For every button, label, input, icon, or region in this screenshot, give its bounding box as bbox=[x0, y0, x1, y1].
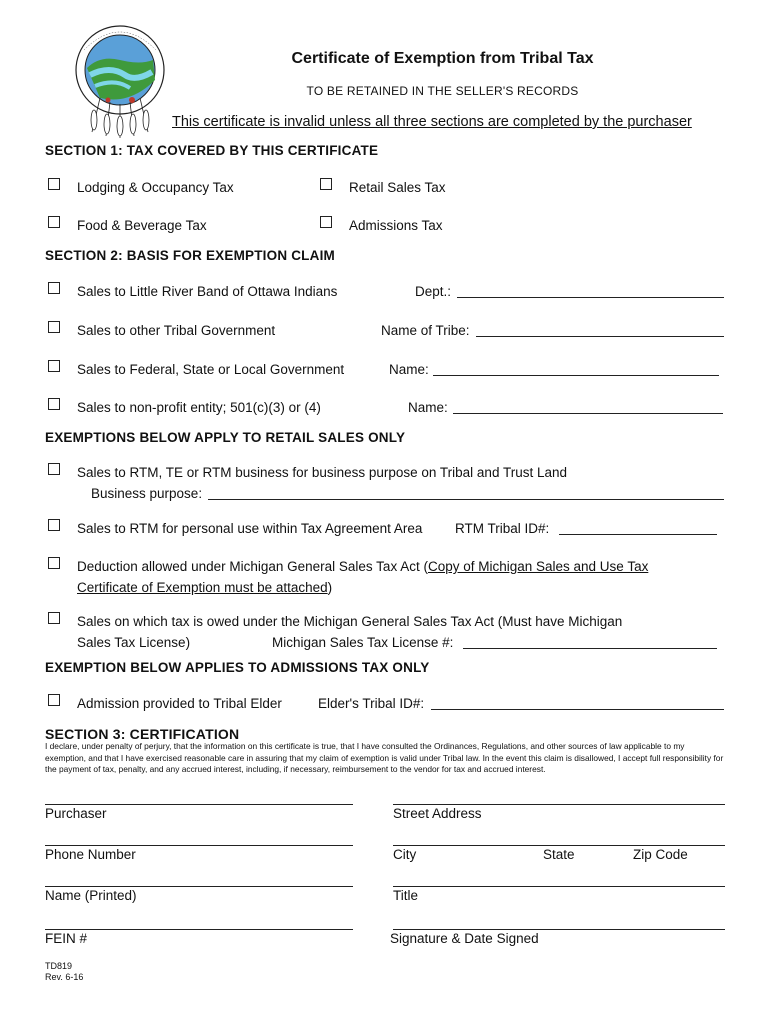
street-address-label: Street Address bbox=[393, 806, 482, 821]
deduction-underlined-2: Certificate of Exemption must be attached bbox=[77, 580, 328, 595]
option-rtm-business: Sales to RTM, TE or RTM business for business purpose on Tribal and Trust Land bbox=[77, 465, 567, 480]
street-address-line[interactable] bbox=[393, 804, 725, 805]
option-admissions: Admissions Tax bbox=[349, 218, 443, 233]
title-line[interactable] bbox=[393, 886, 725, 887]
nonprofit-name-label: Name: bbox=[408, 400, 448, 415]
form-revision: Rev. 6-16 bbox=[45, 972, 84, 982]
section1-heading: SECTION 1: TAX COVERED BY THIS CERTIFICATE bbox=[45, 143, 379, 158]
checkbox-rtm-business[interactable] bbox=[48, 463, 60, 475]
option-nonprofit: Sales to non-profit entity; 501(c)(3) or (4) bbox=[77, 400, 321, 415]
fein-line[interactable] bbox=[45, 929, 353, 930]
option-lodging: Lodging & Occupancy Tax bbox=[77, 180, 234, 195]
business-purpose-label: Business purpose: bbox=[91, 486, 203, 501]
name-printed-label: Name (Printed) bbox=[45, 888, 137, 903]
option-deduction bbox=[77, 559, 648, 574]
license-field[interactable] bbox=[463, 636, 717, 649]
purchaser-line[interactable] bbox=[45, 804, 353, 805]
option-retail-sales: Retail Sales Tax bbox=[349, 180, 446, 195]
zip-code-label: Zip Code bbox=[633, 847, 688, 862]
phone-label: Phone Number bbox=[45, 847, 136, 862]
elder-id-field[interactable] bbox=[431, 697, 724, 710]
option-rtm-personal: Sales to RTM for personal use within Tax Agreement Area bbox=[77, 521, 423, 536]
name-printed-line[interactable] bbox=[45, 886, 353, 887]
option-government: Sales to Federal, State or Local Government bbox=[77, 362, 345, 377]
state-label: State bbox=[543, 847, 575, 862]
option-tax-owed-cont: Sales Tax License) bbox=[77, 635, 191, 650]
invalid-warning: This certificate is invalid unless all three sections are completed by the purchaser bbox=[172, 114, 692, 130]
tribal-seal-logo bbox=[70, 20, 170, 140]
checkbox-government[interactable] bbox=[48, 360, 60, 372]
purchaser-label: Purchaser bbox=[45, 806, 107, 821]
checkbox-other-tribal[interactable] bbox=[48, 321, 60, 333]
deduction-text: Deduction allowed under Michigan General Sales Tax Act ( bbox=[77, 559, 428, 574]
option-tribal-elder: Admission provided to Tribal Elder bbox=[77, 696, 282, 711]
title-label: Title bbox=[393, 888, 419, 903]
city-label: City bbox=[393, 847, 417, 862]
checkbox-admissions[interactable] bbox=[320, 216, 332, 228]
government-name-field[interactable] bbox=[433, 363, 719, 376]
elder-id-label: Elder's Tribal ID#: bbox=[318, 696, 425, 711]
dept-label: Dept.: bbox=[415, 284, 452, 299]
option-tax-owed: Sales on which tax is owed under the Michigan General Sales Tax Act (Must have Michigan bbox=[77, 614, 623, 629]
deduction-underlined-1: Copy of Michigan Sales and Use Tax bbox=[427, 559, 649, 574]
form-number: TD819 bbox=[45, 961, 73, 971]
phone-line[interactable] bbox=[45, 845, 353, 846]
checkbox-tax-owed[interactable] bbox=[48, 612, 60, 624]
option-deduction-cont bbox=[77, 580, 332, 595]
option-sales-lrboi: Sales to Little River Band of Ottawa Indians bbox=[77, 284, 338, 299]
option-food-beverage: Food & Beverage Tax bbox=[77, 218, 207, 233]
deduction-close: ) bbox=[327, 580, 333, 595]
section3-heading: SECTION 3: CERTIFICATION bbox=[45, 726, 240, 742]
government-name-label: Name: bbox=[389, 362, 429, 377]
checkbox-food-beverage[interactable] bbox=[48, 216, 60, 228]
checkbox-lodging[interactable] bbox=[48, 178, 60, 190]
admissions-heading: EXEMPTION BELOW APPLIES TO ADMISSIONS TAX ONLY bbox=[45, 660, 430, 675]
tribe-name-field[interactable] bbox=[476, 324, 724, 337]
checkbox-sales-lrboi[interactable] bbox=[48, 282, 60, 294]
rtm-id-field[interactable] bbox=[559, 522, 717, 535]
nonprofit-name-field[interactable] bbox=[453, 401, 723, 414]
retail-heading: EXEMPTIONS BELOW APPLY TO RETAIL SALES ONLY bbox=[45, 430, 406, 445]
tribe-name-label: Name of Tribe: bbox=[381, 323, 470, 338]
dept-field[interactable] bbox=[457, 285, 724, 298]
checkbox-rtm-personal[interactable] bbox=[48, 519, 60, 531]
declaration-text: I declare, under penalty of perjury, that the information on this certificate is true, that I have consulted the Ordinances, Regulations, and other sources of law applicable to my exemption, and that I have exercised reasonable care in assuring that my claim of exemption is valid under Tribal law. In the event this claim is disallowed, I accept full responsibility for the payment of tax, penalty, and any accrued interest, including, if necessary, reimbursement to the vendor for tax and accrued interest. bbox=[45, 741, 724, 774]
checkbox-retail-sales[interactable] bbox=[320, 178, 332, 190]
signature-date-label: Signature & Date Signed bbox=[390, 931, 539, 946]
checkbox-deduction[interactable] bbox=[48, 557, 60, 569]
option-other-tribal: Sales to other Tribal Government bbox=[77, 323, 276, 338]
checkbox-nonprofit[interactable] bbox=[48, 398, 60, 410]
section2-heading: SECTION 2: BASIS FOR EXEMPTION CLAIM bbox=[45, 248, 335, 263]
form-subtitle: TO BE RETAINED IN THE SELLER'S RECORDS bbox=[306, 84, 579, 98]
form-title: Certificate of Exemption from Tribal Tax bbox=[291, 50, 594, 67]
rtm-id-label: RTM Tribal ID#: bbox=[455, 521, 550, 536]
checkbox-tribal-elder[interactable] bbox=[48, 694, 60, 706]
city-state-zip-line[interactable] bbox=[393, 845, 725, 846]
license-label: Michigan Sales Tax License #: bbox=[272, 635, 454, 650]
business-purpose-field[interactable] bbox=[208, 487, 724, 500]
signature-line[interactable] bbox=[393, 929, 725, 930]
fein-label: FEIN # bbox=[45, 931, 88, 946]
